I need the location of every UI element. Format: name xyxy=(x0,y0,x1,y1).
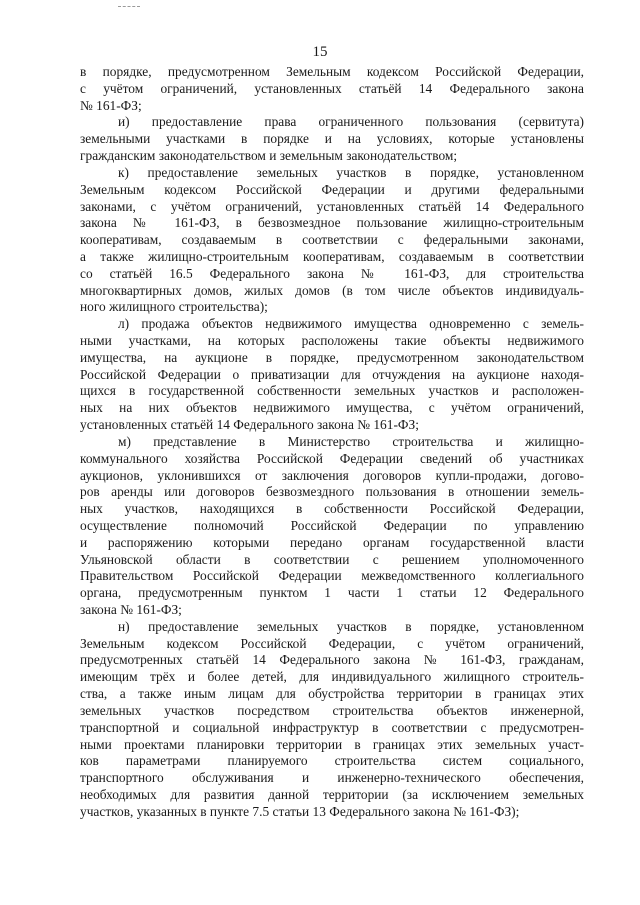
text-line: к) предоставление земельных участков в порядке, установленном xyxy=(118,164,584,180)
text-line: ных на них объектов недвижимого имущества, с учётом ограничений, xyxy=(80,400,584,416)
text-line: ного жилищного строительства); xyxy=(80,299,268,315)
text-line: закона № 161-ФЗ; xyxy=(80,602,182,617)
text-line: предусмотренных статьёй 14 Федерального закона № 161-ФЗ, гражданам, xyxy=(80,652,584,668)
scan-mark xyxy=(118,6,140,9)
text-line: л) продажа объектов недвижимого имущества одновременно с земель- xyxy=(118,316,584,332)
text-line: необходимых для развития данной территории (за исключением земельных xyxy=(80,786,584,802)
text-line: м) представление в Министерство строительства и жилищно- xyxy=(118,433,584,449)
text-line: н) предоставление земельных участков в порядке, установленном xyxy=(118,618,584,634)
text-line: Ульяновской области в соответствии с решением уполномоченного xyxy=(80,551,584,567)
text-line: а также жилищно-строительным кооперативам, создаваемым в соответствии xyxy=(80,248,584,264)
text-line: аукционов, уклонившихся от заключения договоров купли-продажи, догово- xyxy=(80,467,584,483)
text-line: земельных участков посредством строительства объектов инженерной, xyxy=(80,702,584,718)
text-line: ров аренды или договоров безвозмездного пользования в отношении земель- xyxy=(80,484,584,500)
text-line: ных участков, находящихся в собственности Российской Федерации, xyxy=(80,501,584,517)
text-line: Правительством Российской Федерации межведомственного коллегиального xyxy=(80,568,584,584)
text-line: осуществление полномочий Российской Федерации по управлению xyxy=(80,517,584,533)
text-line: ства, а также иным лицам для обустройства территории в границах этих xyxy=(80,686,584,702)
text-line: Земельным кодексом Российской Федерации, с учётом ограничений, xyxy=(80,635,584,651)
text-line: Российской Федерации о приватизации для отчуждения на аукционе находя- xyxy=(80,366,584,382)
text-line: кооперативам, создаваемым в соответствии с федеральными законами, xyxy=(80,232,584,248)
text-line: законами, с учётом ограничений, установленных статьёй 14 Федерального xyxy=(80,198,584,214)
text-line: ными проектами планировки территории в границах этих земельных участ- xyxy=(80,736,584,752)
text-line: и распоряжению которыми передано органам государственной власти xyxy=(80,534,584,550)
text-line: транспортной и социальной инфраструктур в соответствии с предусмотрен- xyxy=(80,719,584,735)
text-line: с учётом ограничений, установленных статьёй 14 Федерального закона xyxy=(80,80,584,96)
text-line: установленных статьёй 14 Федерального закона № 161-ФЗ; xyxy=(80,417,419,433)
text-line: щихся в государственной собственности земельных участков и расположен- xyxy=(80,383,584,399)
text-line: многоквартирных домов, жилых домов (в том числе объектов индивидуаль- xyxy=(80,282,584,298)
text-line: и) предоставление права ограниченного пользования (сервитута) xyxy=(118,114,584,130)
text-line: имеющим трёх и более детей, для индивидуального жилищного строитель- xyxy=(80,669,584,685)
page-number: 15 xyxy=(312,44,328,60)
text-line: участков, указанных в пункте 7.5 статьи 13 Федерального закона № 161-ФЗ); xyxy=(80,803,520,819)
text-line: земельными участками в порядке и на условиях, которые установлены xyxy=(80,131,584,147)
text-line: № 161-ФЗ; xyxy=(80,97,142,113)
text-line: ков параметрами планируемого строительства систем социального, xyxy=(80,753,584,769)
text-line: имущества, на аукционе в порядке, предусмотренном законодательством xyxy=(80,349,584,365)
text-line: коммунального хозяйства Российской Федерации сведений об участниках xyxy=(80,450,584,466)
text-line: органа, предусмотренным пунктом 1 части 1 статьи 12 Федерального xyxy=(80,585,584,601)
text-line: закона № 161-ФЗ, в безвозмездное пользование жилищно-строительным xyxy=(80,215,584,231)
text-line: транспортного обслуживания и инженерно-технического обеспечения, xyxy=(80,770,584,786)
text-line: ными участками, на которых расположены такие объекты недвижимого xyxy=(80,333,584,348)
text-line: в порядке, предусмотренном Земельным кодексом Российской Федерации, xyxy=(80,64,584,79)
text-line: Земельным кодексом Российской Федерации и другими федеральными xyxy=(80,181,584,197)
text-line: со статьёй 16.5 Федерального закона № 161-ФЗ, для строительства xyxy=(80,265,584,281)
document-body xyxy=(80,64,584,821)
text-line: гражданским законодательством и земельным законодательством; xyxy=(80,148,458,164)
